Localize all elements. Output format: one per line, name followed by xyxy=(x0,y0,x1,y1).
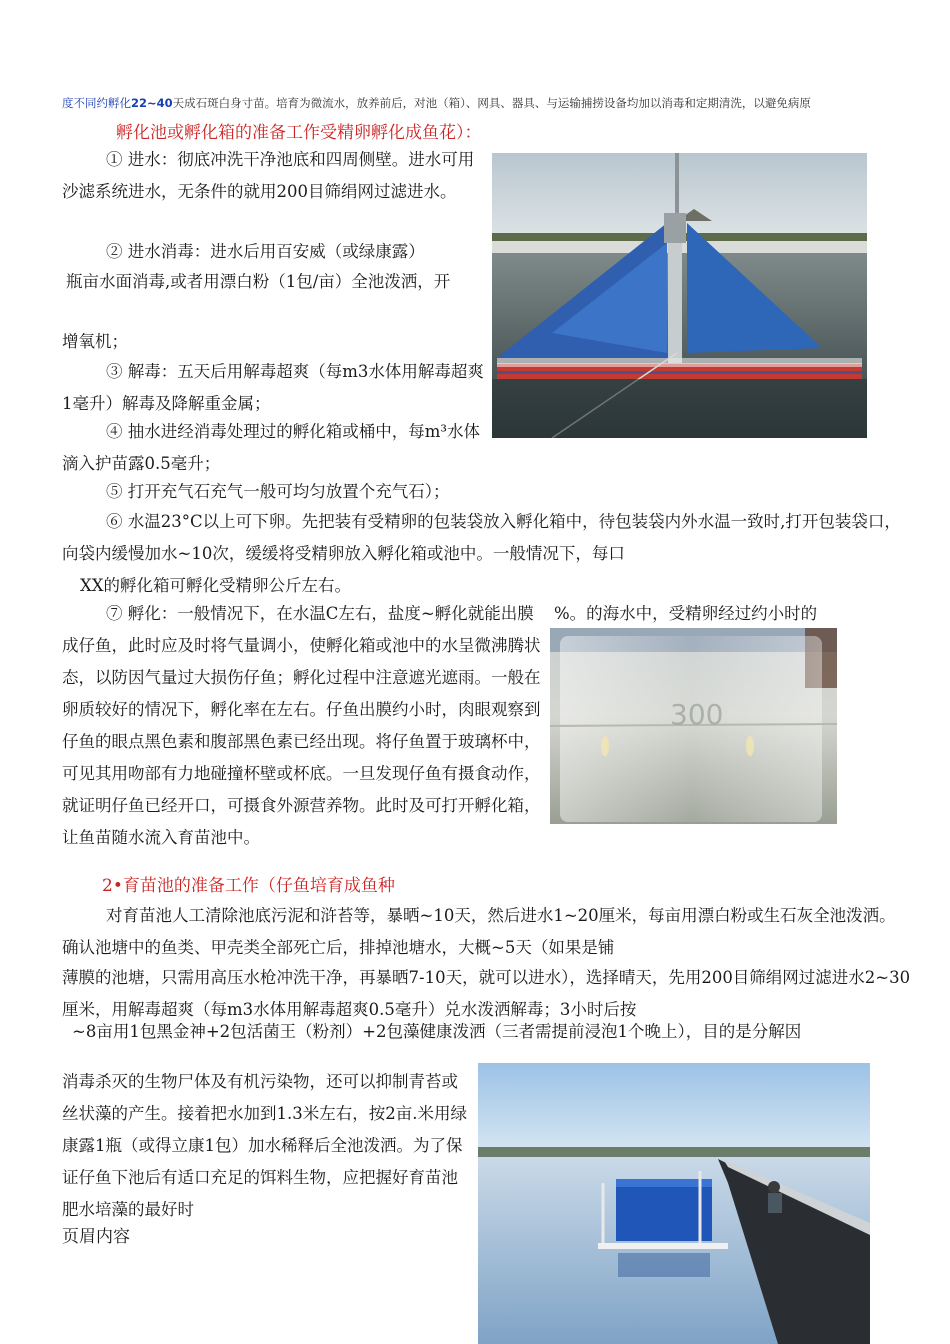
section1-title: 孵化池或孵化箱的准备工作受精卵孵化成鱼花）： xyxy=(116,123,482,143)
section2-title: 2•育苗池的准备工作（仔鱼培育成鱼种 xyxy=(102,876,395,896)
beaker-marking: 300 xyxy=(670,698,724,731)
section1-step2-end: 增氧机； xyxy=(62,332,128,351)
section1-step6: ⑥ 水温23°C以上可下卵。先把装有受精卵的包装袋放入孵化箱中，待包装袋内外水温一致时,打开包装袋口，向袋内缓慢加水~10次，缓缓将受精卵放入孵化箱或池中。一般情况下，每口 xyxy=(62,512,901,563)
nursery-pond-photo xyxy=(478,1063,870,1344)
section2-para3: ~8亩用1包黑金神+2包活菌王（粉剂）+2包藻健康泼洒（三者需提前浸泡1个晚上），目的是分解因 xyxy=(72,1022,802,1041)
page-footer: 页眉内容 xyxy=(62,1227,130,1247)
section1-step2-cont: 瓶亩水面消毒,或者用漂白粉（1包/亩）全池泼洒，开 xyxy=(66,272,451,291)
section1-step3: ③ 解毒：五天后用解毒超爽（每m3水体用解毒超爽1毫升）解毒及降解重金属； xyxy=(62,362,484,413)
section1-step5: ⑤ 打开充气石充气一般可均匀放置个充气石）； xyxy=(106,482,450,501)
hatching-box-photo xyxy=(492,153,867,438)
section2-para4: 消毒杀灭的生物尸体及有机污染物，还可以抑制青苔或丝状藻的产生。接着把水加到1.3米左右，按2亩.米用绿康露1瓶（或得立康1包）加水稀释后全池泼洒。为了保证仔鱼下池后有适口充足的饵料生物，应把握好育苗池肥水培藻的最好时 xyxy=(62,1072,467,1219)
beaker-photo xyxy=(550,628,837,824)
section1-step4: ④ 抽水进经消毒处理过的孵化箱或桶中，每m³水体滴入护苗露0.5毫升； xyxy=(62,422,481,473)
top-line xyxy=(62,96,922,110)
top-line-prefix: 度不同约孵化 xyxy=(62,96,131,110)
section1-step1: ① 进水：彻底冲洗干净池底和四周侧壁。进水可用沙滤系统进水，无条件的就用200目筛绢网过滤进水。 xyxy=(62,150,475,201)
section2-para2: 薄膜的池塘，只需用高压水枪冲洗干净，再暴晒7-10天，就可以进水），选择晴天，先用200目筛绢网过滤进水2~30厘米，用解毒超爽（每m3水体用解毒超爽0.5毫升）兑水泼洒解毒；3小时后按 xyxy=(62,968,911,1019)
section1-step7: ⑦ 孵化：一般情况下，在水温C左右，盐度~孵化就能出膜成仔鱼，此时应及时将气量调小，使孵化箱或池中的水呈微沸腾状态，以防因气量过大损伤仔鱼；孵化过程中注意遮光遮雨。一般在卵质较好的情况下，孵化率在左右。仔鱼出膜约小时，肉眼观察到仔鱼的眼点黑色素和腹部黑色素已经出现。将仔鱼置于玻璃杯中，可见其用吻部有力地碰撞杯壁或杯底。一旦发现仔鱼有摄食动作，就证明仔鱼已经开口，可摄食外源营养物。此时及可打开孵化箱，让鱼苗随水流入育苗池中。 xyxy=(62,604,541,847)
top-line-range: 22~40 xyxy=(131,96,173,110)
section1-step7-side: %。的海水中，受精卵经过约小时的 xyxy=(554,604,818,623)
section2-para1: 对育苗池人工清除池底污泥和浒苔等，暴晒~10天，然后进水1~20厘米，每亩用漂白粉或生石灰全池泼洒。确认池塘中的鱼类、甲壳类全部死亡后，排掉池塘水，大概~5天（如果是铺 xyxy=(62,906,896,957)
section1-step6-end: XX的孵化箱可孵化受精卵公斤左右。 xyxy=(80,576,351,595)
top-line-rest: 天成石斑白身寸苗。培育为微流水，放养前后，对池（箱）、网具、器具、与运输捕捞设备均加以消毒和定期清洗，以避免病原 xyxy=(172,96,811,110)
section1-step2: ② 进水消毒：进水后用百安威（或绿康露） xyxy=(106,242,425,261)
